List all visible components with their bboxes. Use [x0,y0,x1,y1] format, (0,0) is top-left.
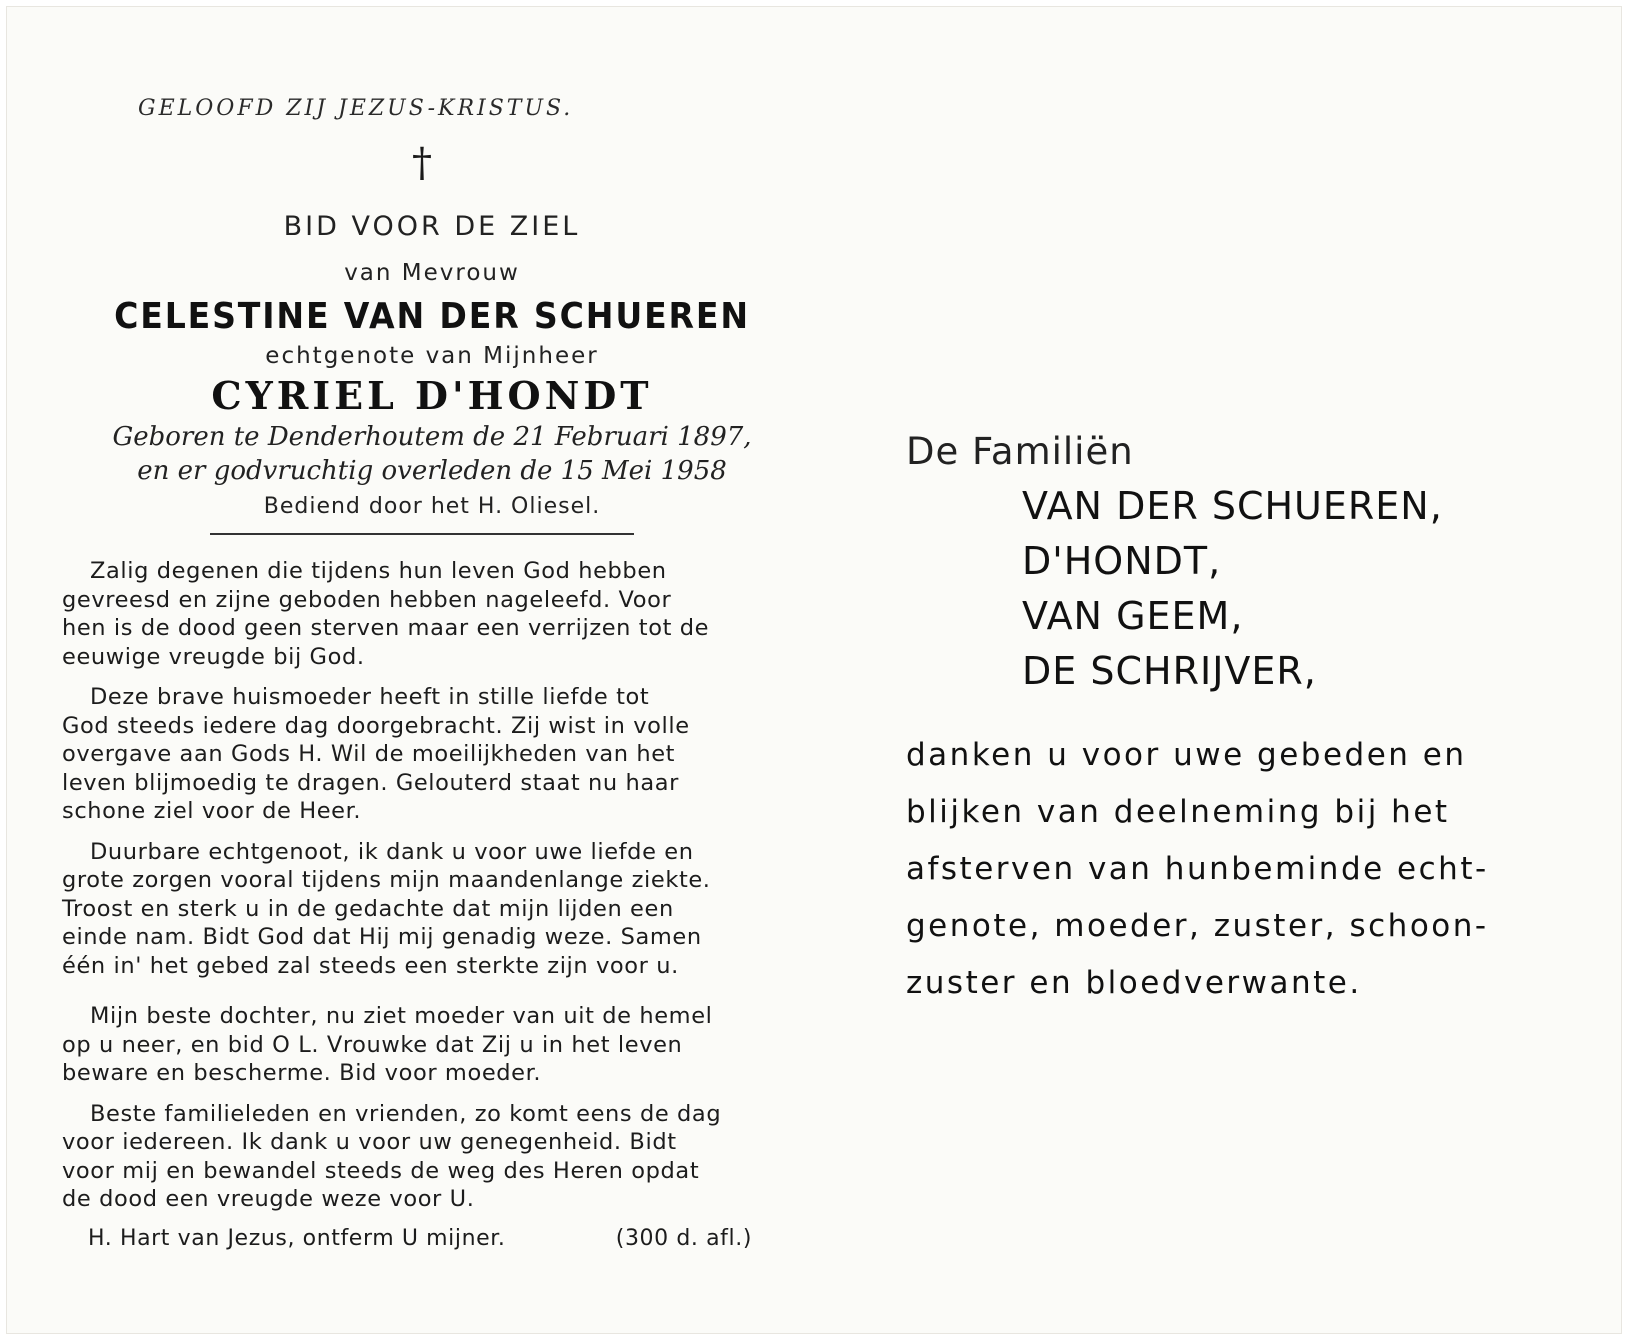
para-line: God steeds iedere dag doorgebracht. Zij wist in volle [62,712,690,739]
para-line: overgave aan Gods H. Wil de moeilijkheden van het [62,741,676,767]
para-line: één in' het gebed zal steeds een sterkte zijn voor u. [62,952,679,979]
divider-rule [210,533,634,535]
para-line: op u neer, en bid O L. Vrouwke dat Zij u in het leven [62,1031,683,1058]
para-line: Deze brave huismoeder heeft in stille liefde tot [90,684,650,710]
family-name: VAN GEEM, [1022,594,1244,638]
para-line: hen is de dood geen sterven maar een verrijzen tot de [62,615,710,641]
spouse-intro: echtgenote van Mijnheer [265,343,599,369]
para-line: grote zorgen vooral tijdens mijn maandenlange ziekte. [62,867,711,893]
para-line: de dood een vreugde weze voor U. [62,1186,475,1212]
thanks-line: afsterven van hunbeminde echt- [906,851,1489,887]
paragraph-housemother [62,683,782,826]
para-line: leven blijmoedig te dragen. Gelouterd staat nu haar [62,769,679,796]
pray-for-soul-heading: BID VOOR DE ZIEL [283,211,581,242]
title-mevrouw: van Mevrouw [344,260,520,286]
para-line: einde nam. Bidt God dat Hij mij genadig weze. Samen [62,924,702,950]
memorial-card [6,6,1622,1334]
para-line: Beste familieleden en vrienden, zo komt eens de dag [90,1100,722,1127]
para-line: voor iedereen. Ik dank u voor uw genegenheid. Bidt [62,1129,677,1155]
paragraph-daughter [62,1002,782,1088]
para-line: Troost en sterk u in de gedachte dat mijn lijden een [62,895,674,922]
sacrament-line: Bediend door het H. Oliesel. [263,494,601,519]
family-name: D'HONDT, [1022,539,1222,583]
para-line: eeuwige vreugde bij God. [62,643,365,670]
para-line: Mijn beste dochter, nu ziet moeder van uit de hemel [90,1003,713,1029]
spouse-name: CYRIEL D'HONDT [211,373,653,418]
family-name: VAN DER SCHUEREN, [1022,484,1443,528]
para-line: beware en bescherme. Bid voor moeder. [62,1060,542,1086]
para-line: voor mij en bewandel steeds de weg des Heren opdat [62,1157,700,1184]
thanks-line: genote, moeder, zuster, schoon- [906,908,1489,944]
para-line: schone ziel voor de Heer. [62,798,362,824]
thanks-line: blijken van deelneming bij het [906,794,1450,830]
families-intro: De Familiën [906,430,1134,473]
header-blessing: GELOOFD ZIJ JEZUS-KRISTUS. [138,96,574,121]
memorial-left-panel [62,96,802,1251]
paragraph-spouse [62,838,782,981]
died-line: en er godvruchtig overleden de 15 Mei 1958 [137,456,727,486]
paragraph-family-friends [62,1100,782,1214]
closing-row [62,1226,752,1251]
deceased-name: CELESTINE VAN DER SCHUEREN [114,296,750,337]
born-line: Geboren te Denderhoutem de 21 Februari 1897, [112,422,752,452]
thanks-line: danken u voor uwe gebeden en [906,737,1467,773]
closing-prayer: H. Hart van Jezus, ontferm U mijner. [88,1225,506,1251]
thanks-line: zuster en bloedverwante. [906,965,1362,1001]
family-name: DE SCHRIJVER, [1022,649,1317,693]
paragraph-beatitude [62,557,782,671]
cross-icon: † [412,140,432,186]
family-list [906,479,1596,699]
para-line: gevreesd en zijne geboden hebben nageleefd. Voor [62,586,672,613]
memorial-right-panel [906,430,1596,1012]
para-line: Duurbare echtgenoot, ik dank u voor uwe liefde en [90,838,694,865]
thanks-message [906,727,1596,1012]
prayer-paragraphs [62,557,802,1214]
para-line: Zalig degenen die tijdens hun leven God hebben [90,558,667,584]
indulgence-note: (300 d. afl.) [615,1225,752,1251]
